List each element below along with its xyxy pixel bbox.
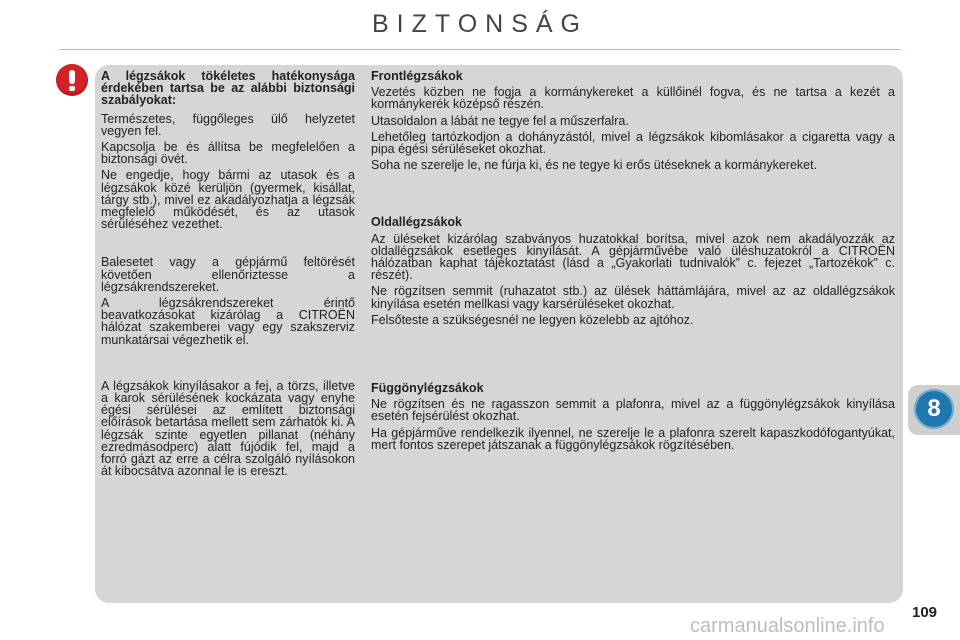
left-heading: A légzsákok tökéletes hatékonysága érdekében tartsa be az alábbi biztonsági szabályokat: [101,69,355,108]
warning-icon-dot [69,86,75,91]
right-paragraph: Vezetés közben ne fogja a kormánykereket a küllőinél fogva, és ne tartsa a kezét a kormánykerék középső részén. [371,85,895,112]
chapter-number: 8 [914,389,954,429]
left-paragraph: Kapcsolja be és állítsa be megfelelően a biztonsági övét. [101,140,355,167]
right-column [371,70,895,455]
page-number: 109 [912,604,938,621]
right-paragraph: Utasoldalon a lábát ne tegye fel a műszerfalra. [371,113,629,128]
warning-icon-bar [69,70,75,84]
watermark: carmanualsonline.info [690,615,885,637]
section-title-curtain-airbags: Függönylégzsákok [371,381,484,396]
section-title-side-airbags: Oldallégzsákok [371,215,463,230]
left-paragraph: Balesetet vagy a gépjármű feltörését követően ellenőriztesse a légzsákrendszereket. [101,255,355,294]
exclamation-warning-icon [56,64,88,96]
right-paragraph: Felsőteste a szükségesnél ne legyen közelebb az ajtóhoz. [371,312,694,327]
left-paragraph: A légzsákok kinyílásakor a fej, a törzs, illetve a karok sérülésének kockázata vagy enyhe égési sérülései az említett biztonsági előírások betartása mellett sem zárhatók ki. A légzsák szinte egyetlen pillanat (néhány ezredmásodperc) alatt fújódik fel, majd a forró gázt az erre a célra szolgáló nyílásokon át kibocsátva azonnal le is ereszt. [101,378,355,479]
right-paragraph: Az üléseket kizárólag szabványos huzatokkal borítsa, mivel azok nem akadályozzák az oldallégzsákok esetleges kinyílását. A gépjárművébe való üléshuzatokról a CITROËN hálózatban kaphat tájékoztatást (lásd a „Gyakorlati tudnivalók” c. fejezet „Tartozékok” c. részét). [371,231,895,283]
title-divider [60,49,900,50]
section-title-front-airbags: Frontlégzsákok [371,69,463,83]
right-paragraph: Lehetőleg tartózkodjon a dohányzástól, mivel a légzsákok kibomlásakor a cigaretta vagy a pipa égési sérüléseket okozhat. [371,129,895,157]
page-title: BIZTONSÁG [371,10,588,38]
right-paragraph: Ha gépjárműve rendelkezik ilyennel, ne szerelje le a plafonra szerelt kapaszkodófogantyúkat, mert fontos szerepet játszanak a függönylégzsákok rögzítésében. [371,425,895,452]
left-paragraph: Természetes, függőleges ülő helyzetet vegyen fel. [101,111,355,138]
left-paragraph: Ne engedje, hogy bármi az utasok és a légzsákok közé kerüljön (gyermek, kisállat, tárgy stb.), mivel ez akadályozhatja a légzsák megfelelő működését, és az utasok sérüléséhez vezethet. [101,168,355,232]
left-paragraph: A légzsákrendszereket érintő beavatkozásokat kizárólag a CITROËN hálózat szakemberei vagy egy szakszerviz munkatársai végezhetik el. [101,296,355,347]
left-column [101,70,355,481]
right-paragraph: Ne rögzítsen semmit (ruhazatot stb.) az ülések háttámlájára, mivel az az oldallégzsákok kinyílása esetén mellkasi vagy karsérüléseket okozhat. [371,284,895,311]
chapter-tab[interactable] [908,385,960,435]
right-paragraph: Soha ne szerelje le, ne fúrja ki, és ne tegye ki erős ütéseknek a kormánykereket. [371,158,818,173]
right-paragraph: Ne rögzítsen és ne ragasszon semmit a plafonra, mivel az a függönylégzsákok kinyílása esetén fejsérülést okozhat. [371,397,895,424]
